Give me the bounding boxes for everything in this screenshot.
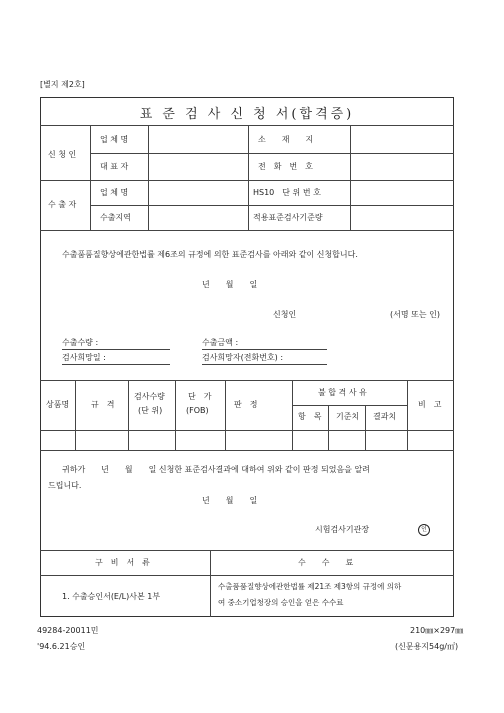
export-qty-line — [62, 349, 170, 350]
request-statement: 수출품품질향상에관한법률 제6조의 규정에 의한 표준검사를 아래와 같이 신청합니다. — [62, 250, 358, 259]
divider — [90, 205, 454, 206]
divider — [75, 380, 76, 450]
divider — [90, 153, 454, 154]
docs-header: 구 비 서 류 — [95, 558, 150, 567]
export-amount-label: 수출금액 : — [202, 338, 239, 347]
applicant-company-label: 업 체 명 — [100, 135, 129, 144]
divider — [328, 405, 329, 450]
divider — [365, 405, 366, 450]
divider — [40, 380, 454, 381]
divider — [292, 405, 407, 406]
col-quantity: 검사수량 — [134, 392, 165, 401]
col-product: 상품명 — [46, 400, 70, 409]
divider — [225, 380, 226, 450]
divider — [40, 550, 454, 551]
col-item: 항 목 — [298, 412, 322, 421]
fee-header: 수 수 료 — [298, 558, 354, 567]
col-unit-price-fob: (FOB) — [186, 406, 209, 415]
divider — [128, 380, 129, 450]
divider — [40, 180, 454, 181]
applicant-phone-label: 전 화 번 호 — [258, 162, 313, 171]
divider — [407, 380, 408, 450]
applicant-label: 신 청 인 — [48, 150, 77, 159]
sign-note: (서명 또는 인) — [390, 310, 440, 319]
divider — [40, 575, 454, 576]
doc-item: 1. 수출승인서(E/L)사본 1부 — [62, 592, 161, 601]
divider — [210, 550, 211, 617]
col-judgement: 판 정 — [234, 400, 258, 409]
export-amount-line — [202, 349, 327, 350]
divider — [350, 125, 351, 230]
result-notice-line2: 드립니다. — [48, 481, 82, 490]
col-quantity-unit: (단 위) — [138, 406, 163, 415]
request-date: 년 월 일 — [202, 280, 258, 289]
applicant-sign-label: 신청인 — [273, 310, 297, 319]
divider — [175, 380, 176, 450]
inspection-contact-line — [202, 364, 327, 365]
applied-standard-label: 적용표준검사기준량 — [253, 213, 323, 222]
footer-approval: '94.6.21승인 — [37, 642, 86, 651]
col-fail-reason: 불 합 격 사 유 — [318, 388, 367, 397]
divider — [248, 125, 249, 230]
divider — [40, 125, 454, 126]
divider — [148, 125, 149, 230]
form-number: [별지 제2호] — [40, 80, 85, 89]
exporter-label: 수 출 자 — [48, 200, 77, 209]
divider — [292, 380, 293, 450]
export-region-label: 수출지역 — [100, 213, 131, 222]
issuer-label: 시험검사기관장 — [315, 525, 370, 534]
export-qty-label: 수출수량 : — [62, 338, 99, 347]
divider — [40, 430, 454, 431]
col-unit-price: 단 가 — [188, 392, 212, 401]
divider — [40, 230, 454, 231]
form-title: 표 준 검 사 신 청 서(합격증) — [139, 107, 355, 122]
fee-text-line1: 수출품품질향상에관한법률 제21조 제3항의 규정에 의하 — [218, 582, 402, 591]
divider — [90, 125, 91, 230]
result-date: 년 월 일 — [202, 496, 258, 505]
footer-paper: (신문용지54g/㎡) — [395, 642, 459, 651]
col-spec: 규 격 — [91, 400, 115, 409]
divider — [40, 450, 454, 451]
col-standard: 기준치 — [336, 412, 360, 421]
inspection-date-label: 검사희망일 : — [62, 353, 106, 362]
footer-code: 49284-20011민 — [37, 626, 99, 635]
applicant-address-label: 소 재 지 — [258, 135, 314, 144]
inspection-date-line — [62, 364, 170, 365]
footer-size: 210㎜×297㎜ — [410, 626, 464, 635]
col-result: 결과치 — [373, 412, 397, 421]
hs-code-label: HS10 단 위 번 호 — [253, 188, 321, 197]
result-notice-line1: 귀하가 년 월 일 신청한 표준검사결과에 대하여 위와 같이 판정 되었음을 알려 — [62, 465, 370, 474]
applicant-rep-label: 대 표 자 — [100, 162, 129, 171]
exporter-company-label: 업 체 명 — [100, 188, 129, 197]
inspection-contact-label: 검사희망자(전화번호) : — [202, 353, 284, 362]
col-remarks: 비 고 — [418, 400, 442, 409]
seal-mark: 인 — [418, 524, 430, 536]
fee-text-line2: 여 중소기업청장의 승인을 얻은 수수료 — [218, 598, 344, 607]
